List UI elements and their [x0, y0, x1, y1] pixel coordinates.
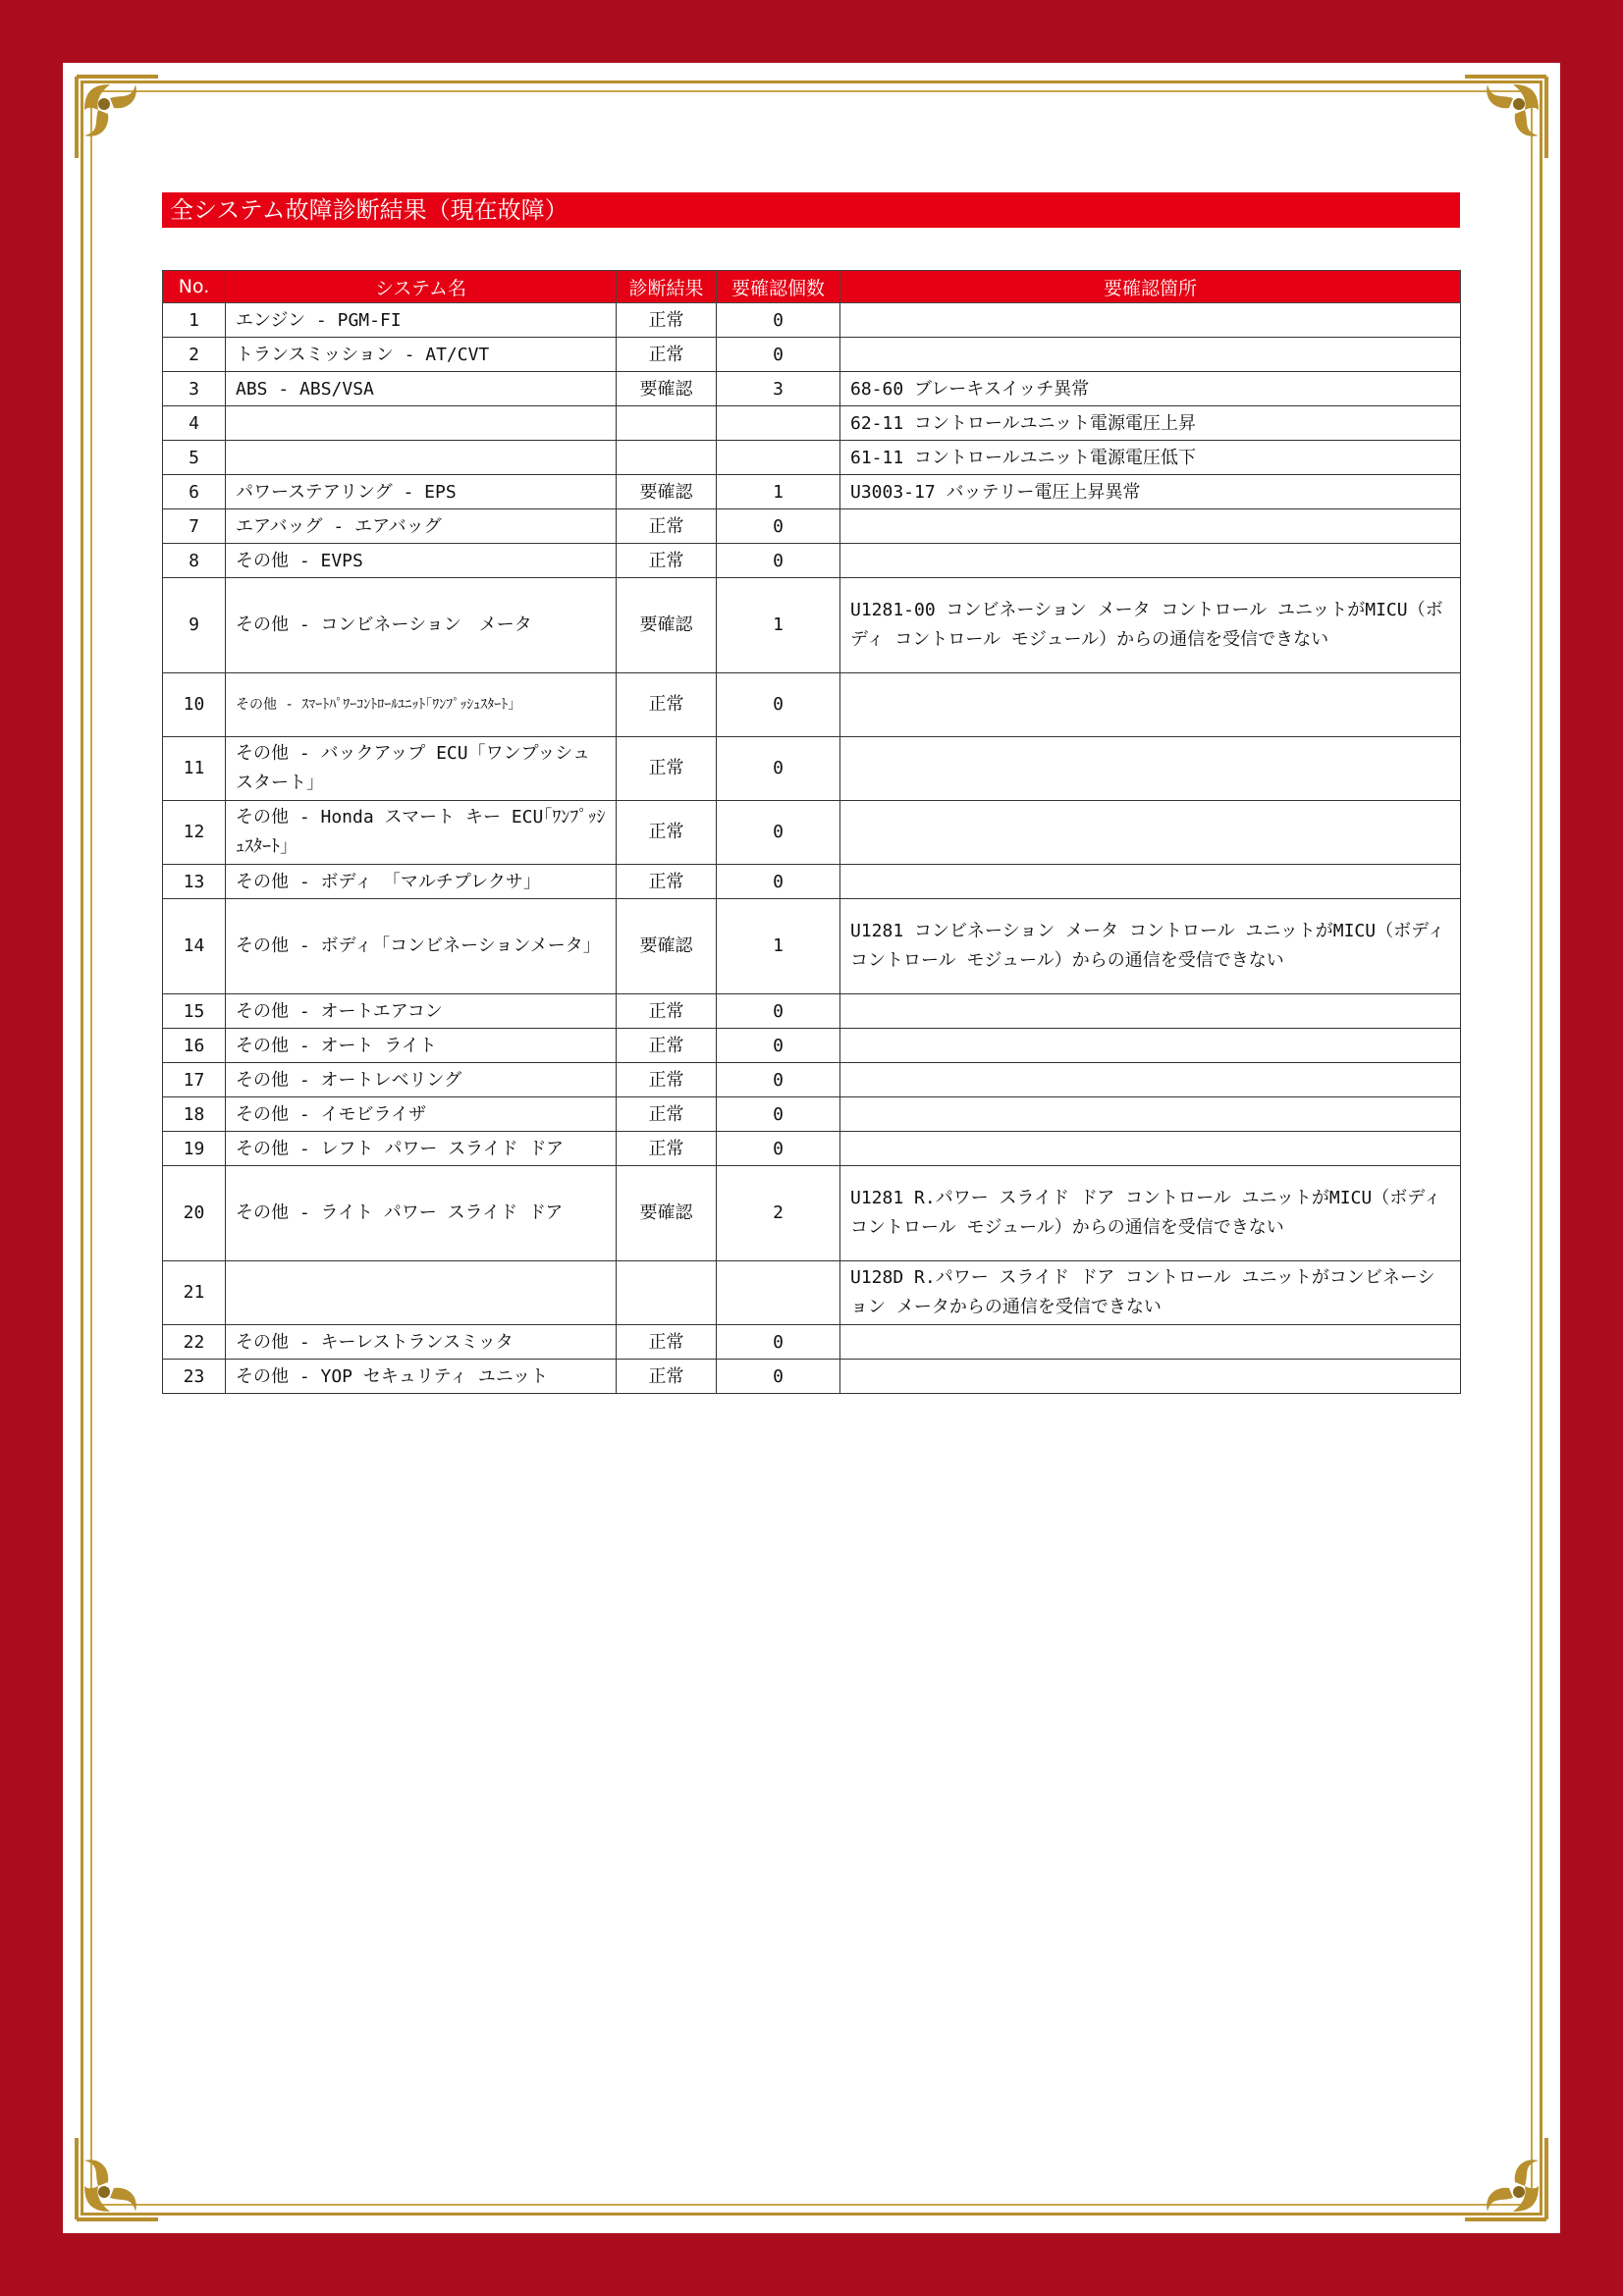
row-system: パワーステアリング - EPS — [226, 475, 617, 509]
row-no: 14 — [163, 899, 226, 994]
row-count: 0 — [717, 1132, 840, 1166]
table-row — [163, 338, 1461, 372]
row-count: 0 — [717, 737, 840, 801]
row-system: その他 - イモビライザ — [226, 1097, 617, 1132]
row-detail — [840, 1029, 1461, 1063]
row-detail: U128D R.パワー スライド ドア コントロール ユニットがコンビネーション メータからの通信を受信できない — [840, 1261, 1461, 1325]
row-result: 正常 — [617, 509, 717, 544]
row-system: その他 - ボディ 「マルチプレクサ」 — [226, 865, 617, 899]
row-system: トランスミッション - AT/CVT — [226, 338, 617, 372]
table-row — [163, 801, 1461, 865]
row-detail — [840, 994, 1461, 1029]
row-no: 6 — [163, 475, 226, 509]
table-row — [163, 673, 1461, 737]
table-row — [163, 1097, 1461, 1132]
row-no: 4 — [163, 406, 226, 441]
row-no: 22 — [163, 1325, 226, 1360]
row-detail: 61-11 コントロールユニット電源電圧低下 — [840, 441, 1461, 475]
row-result: 正常 — [617, 303, 717, 338]
row-no: 11 — [163, 737, 226, 801]
table-row — [163, 994, 1461, 1029]
row-detail: U1281 R.パワー スライド ドア コントロール ユニットがMICU（ボディ コントロール モジュール）からの通信を受信できない — [840, 1166, 1461, 1261]
row-count: 0 — [717, 1360, 840, 1394]
row-no: 12 — [163, 801, 226, 865]
table-row — [163, 1166, 1461, 1261]
table-row — [163, 899, 1461, 994]
row-detail — [840, 1325, 1461, 1360]
row-system: エアバッグ - エアバッグ — [226, 509, 617, 544]
row-result: 正常 — [617, 865, 717, 899]
row-detail: U3003-17 バッテリー電圧上昇異常 — [840, 475, 1461, 509]
row-count: 0 — [717, 1063, 840, 1097]
row-no: 2 — [163, 338, 226, 372]
table-row — [163, 441, 1461, 475]
row-result: 要確認 — [617, 1166, 717, 1261]
row-result: 要確認 — [617, 899, 717, 994]
report-sheet — [63, 63, 1560, 2233]
row-detail — [840, 737, 1461, 801]
row-no: 15 — [163, 994, 226, 1029]
row-system: その他 - YOP セキュリティ ユニット — [226, 1360, 617, 1394]
row-result: 正常 — [617, 994, 717, 1029]
row-count: 0 — [717, 673, 840, 737]
table-row — [163, 865, 1461, 899]
corner-ornament-icon — [71, 71, 164, 164]
corner-ornament-icon — [1459, 2132, 1552, 2225]
header-result: 診断結果 — [617, 271, 717, 303]
row-detail: U1281-00 コンビネーション メータ コントロール ユニットがMICU（ボディ コントロール モジュール）からの通信を受信できない — [840, 578, 1461, 673]
row-result: 正常 — [617, 801, 717, 865]
row-result — [617, 441, 717, 475]
row-detail: U1281 コンビネーション メータ コントロール ユニットがMICU（ボディ コントロール モジュール）からの通信を受信できない — [840, 899, 1461, 994]
row-detail: 68-60 ブレーキスイッチ異常 — [840, 372, 1461, 406]
row-result: 正常 — [617, 544, 717, 578]
row-count: 0 — [717, 303, 840, 338]
row-result: 正常 — [617, 1029, 717, 1063]
table-row — [163, 737, 1461, 801]
row-count: 0 — [717, 544, 840, 578]
table-row — [163, 578, 1461, 673]
table-row — [163, 1261, 1461, 1325]
table-row — [163, 1029, 1461, 1063]
table-row — [163, 406, 1461, 441]
row-no: 20 — [163, 1166, 226, 1261]
row-system: その他 - レフト パワー スライド ドア — [226, 1132, 617, 1166]
row-detail — [840, 509, 1461, 544]
row-no: 17 — [163, 1063, 226, 1097]
row-count: 1 — [717, 475, 840, 509]
row-system: その他 - キーレストランスミッタ — [226, 1325, 617, 1360]
row-system — [226, 406, 617, 441]
row-system: その他 - オート ライト — [226, 1029, 617, 1063]
row-result — [617, 1261, 717, 1325]
row-count: 3 — [717, 372, 840, 406]
diagnosis-table — [162, 270, 1461, 1394]
table-row — [163, 1063, 1461, 1097]
row-system: ABS - ABS/VSA — [226, 372, 617, 406]
row-detail — [840, 1132, 1461, 1166]
table-row — [163, 1360, 1461, 1394]
row-system: その他 - ライト パワー スライド ドア — [226, 1166, 617, 1261]
row-no: 23 — [163, 1360, 226, 1394]
row-count: 0 — [717, 1325, 840, 1360]
header-count: 要確認個数 — [717, 271, 840, 303]
row-system — [226, 441, 617, 475]
row-count: 0 — [717, 994, 840, 1029]
row-system: その他 - オートレベリング — [226, 1063, 617, 1097]
row-count: 0 — [717, 1029, 840, 1063]
table-row — [163, 372, 1461, 406]
row-count — [717, 1261, 840, 1325]
row-detail — [840, 1360, 1461, 1394]
row-count: 0 — [717, 865, 840, 899]
row-count: 2 — [717, 1166, 840, 1261]
row-result: 正常 — [617, 1325, 717, 1360]
row-result: 要確認 — [617, 578, 717, 673]
row-no: 10 — [163, 673, 226, 737]
row-result: 正常 — [617, 1063, 717, 1097]
row-system: その他 - ｽﾏｰﾄﾊﾟﾜｰｺﾝﾄﾛｰﾙﾕﾆｯﾄ｢ﾜﾝﾌﾟｯｼｭｽﾀｰﾄ｣ — [226, 673, 617, 737]
table-row — [163, 1325, 1461, 1360]
table-row — [163, 1132, 1461, 1166]
row-system: その他 - Honda スマート キー ECU｢ﾜﾝﾌﾟｯｼｭｽﾀｰﾄ｣ — [226, 801, 617, 865]
row-no: 3 — [163, 372, 226, 406]
row-no: 13 — [163, 865, 226, 899]
table-row — [163, 544, 1461, 578]
row-count: 0 — [717, 801, 840, 865]
row-count: 1 — [717, 899, 840, 994]
header-system: システム名 — [226, 271, 617, 303]
row-result: 正常 — [617, 1360, 717, 1394]
row-count: 0 — [717, 338, 840, 372]
row-count — [717, 441, 840, 475]
row-system: その他 - オートエアコン — [226, 994, 617, 1029]
row-result: 要確認 — [617, 475, 717, 509]
row-no: 1 — [163, 303, 226, 338]
row-result: 正常 — [617, 737, 717, 801]
row-no: 18 — [163, 1097, 226, 1132]
row-no: 8 — [163, 544, 226, 578]
row-no: 19 — [163, 1132, 226, 1166]
row-no: 7 — [163, 509, 226, 544]
row-system: その他 - コンビネーション メータ — [226, 578, 617, 673]
row-detail — [840, 1063, 1461, 1097]
row-detail — [840, 303, 1461, 338]
row-result: 正常 — [617, 338, 717, 372]
row-no: 16 — [163, 1029, 226, 1063]
row-result: 正常 — [617, 673, 717, 737]
row-system: その他 - ボディ「コンビネーションメータ」 — [226, 899, 617, 994]
row-no: 21 — [163, 1261, 226, 1325]
row-detail: 62-11 コントロールユニット電源電圧上昇 — [840, 406, 1461, 441]
row-count: 0 — [717, 509, 840, 544]
table-row — [163, 475, 1461, 509]
report-title: 全システム故障診断結果（現在故障） — [162, 192, 1460, 228]
row-detail — [840, 673, 1461, 737]
row-detail — [840, 544, 1461, 578]
row-detail — [840, 801, 1461, 865]
row-system — [226, 1261, 617, 1325]
row-system: その他 - EVPS — [226, 544, 617, 578]
row-detail — [840, 1097, 1461, 1132]
row-count: 0 — [717, 1097, 840, 1132]
row-no: 5 — [163, 441, 226, 475]
table-row — [163, 509, 1461, 544]
table-header-row — [163, 271, 1461, 303]
header-detail: 要確認箇所 — [840, 271, 1461, 303]
row-system: その他 - バックアップ ECU「ワンプッシュスタート」 — [226, 737, 617, 801]
corner-ornament-icon — [1459, 71, 1552, 164]
corner-ornament-icon — [71, 2132, 164, 2225]
row-detail — [840, 865, 1461, 899]
row-detail — [840, 338, 1461, 372]
row-result — [617, 406, 717, 441]
row-system: エンジン - PGM-FI — [226, 303, 617, 338]
header-no: No. — [163, 271, 226, 303]
row-result: 正常 — [617, 1132, 717, 1166]
row-count — [717, 406, 840, 441]
row-result: 正常 — [617, 1097, 717, 1132]
row-result: 要確認 — [617, 372, 717, 406]
table-row — [163, 303, 1461, 338]
row-count: 1 — [717, 578, 840, 673]
row-no: 9 — [163, 578, 226, 673]
